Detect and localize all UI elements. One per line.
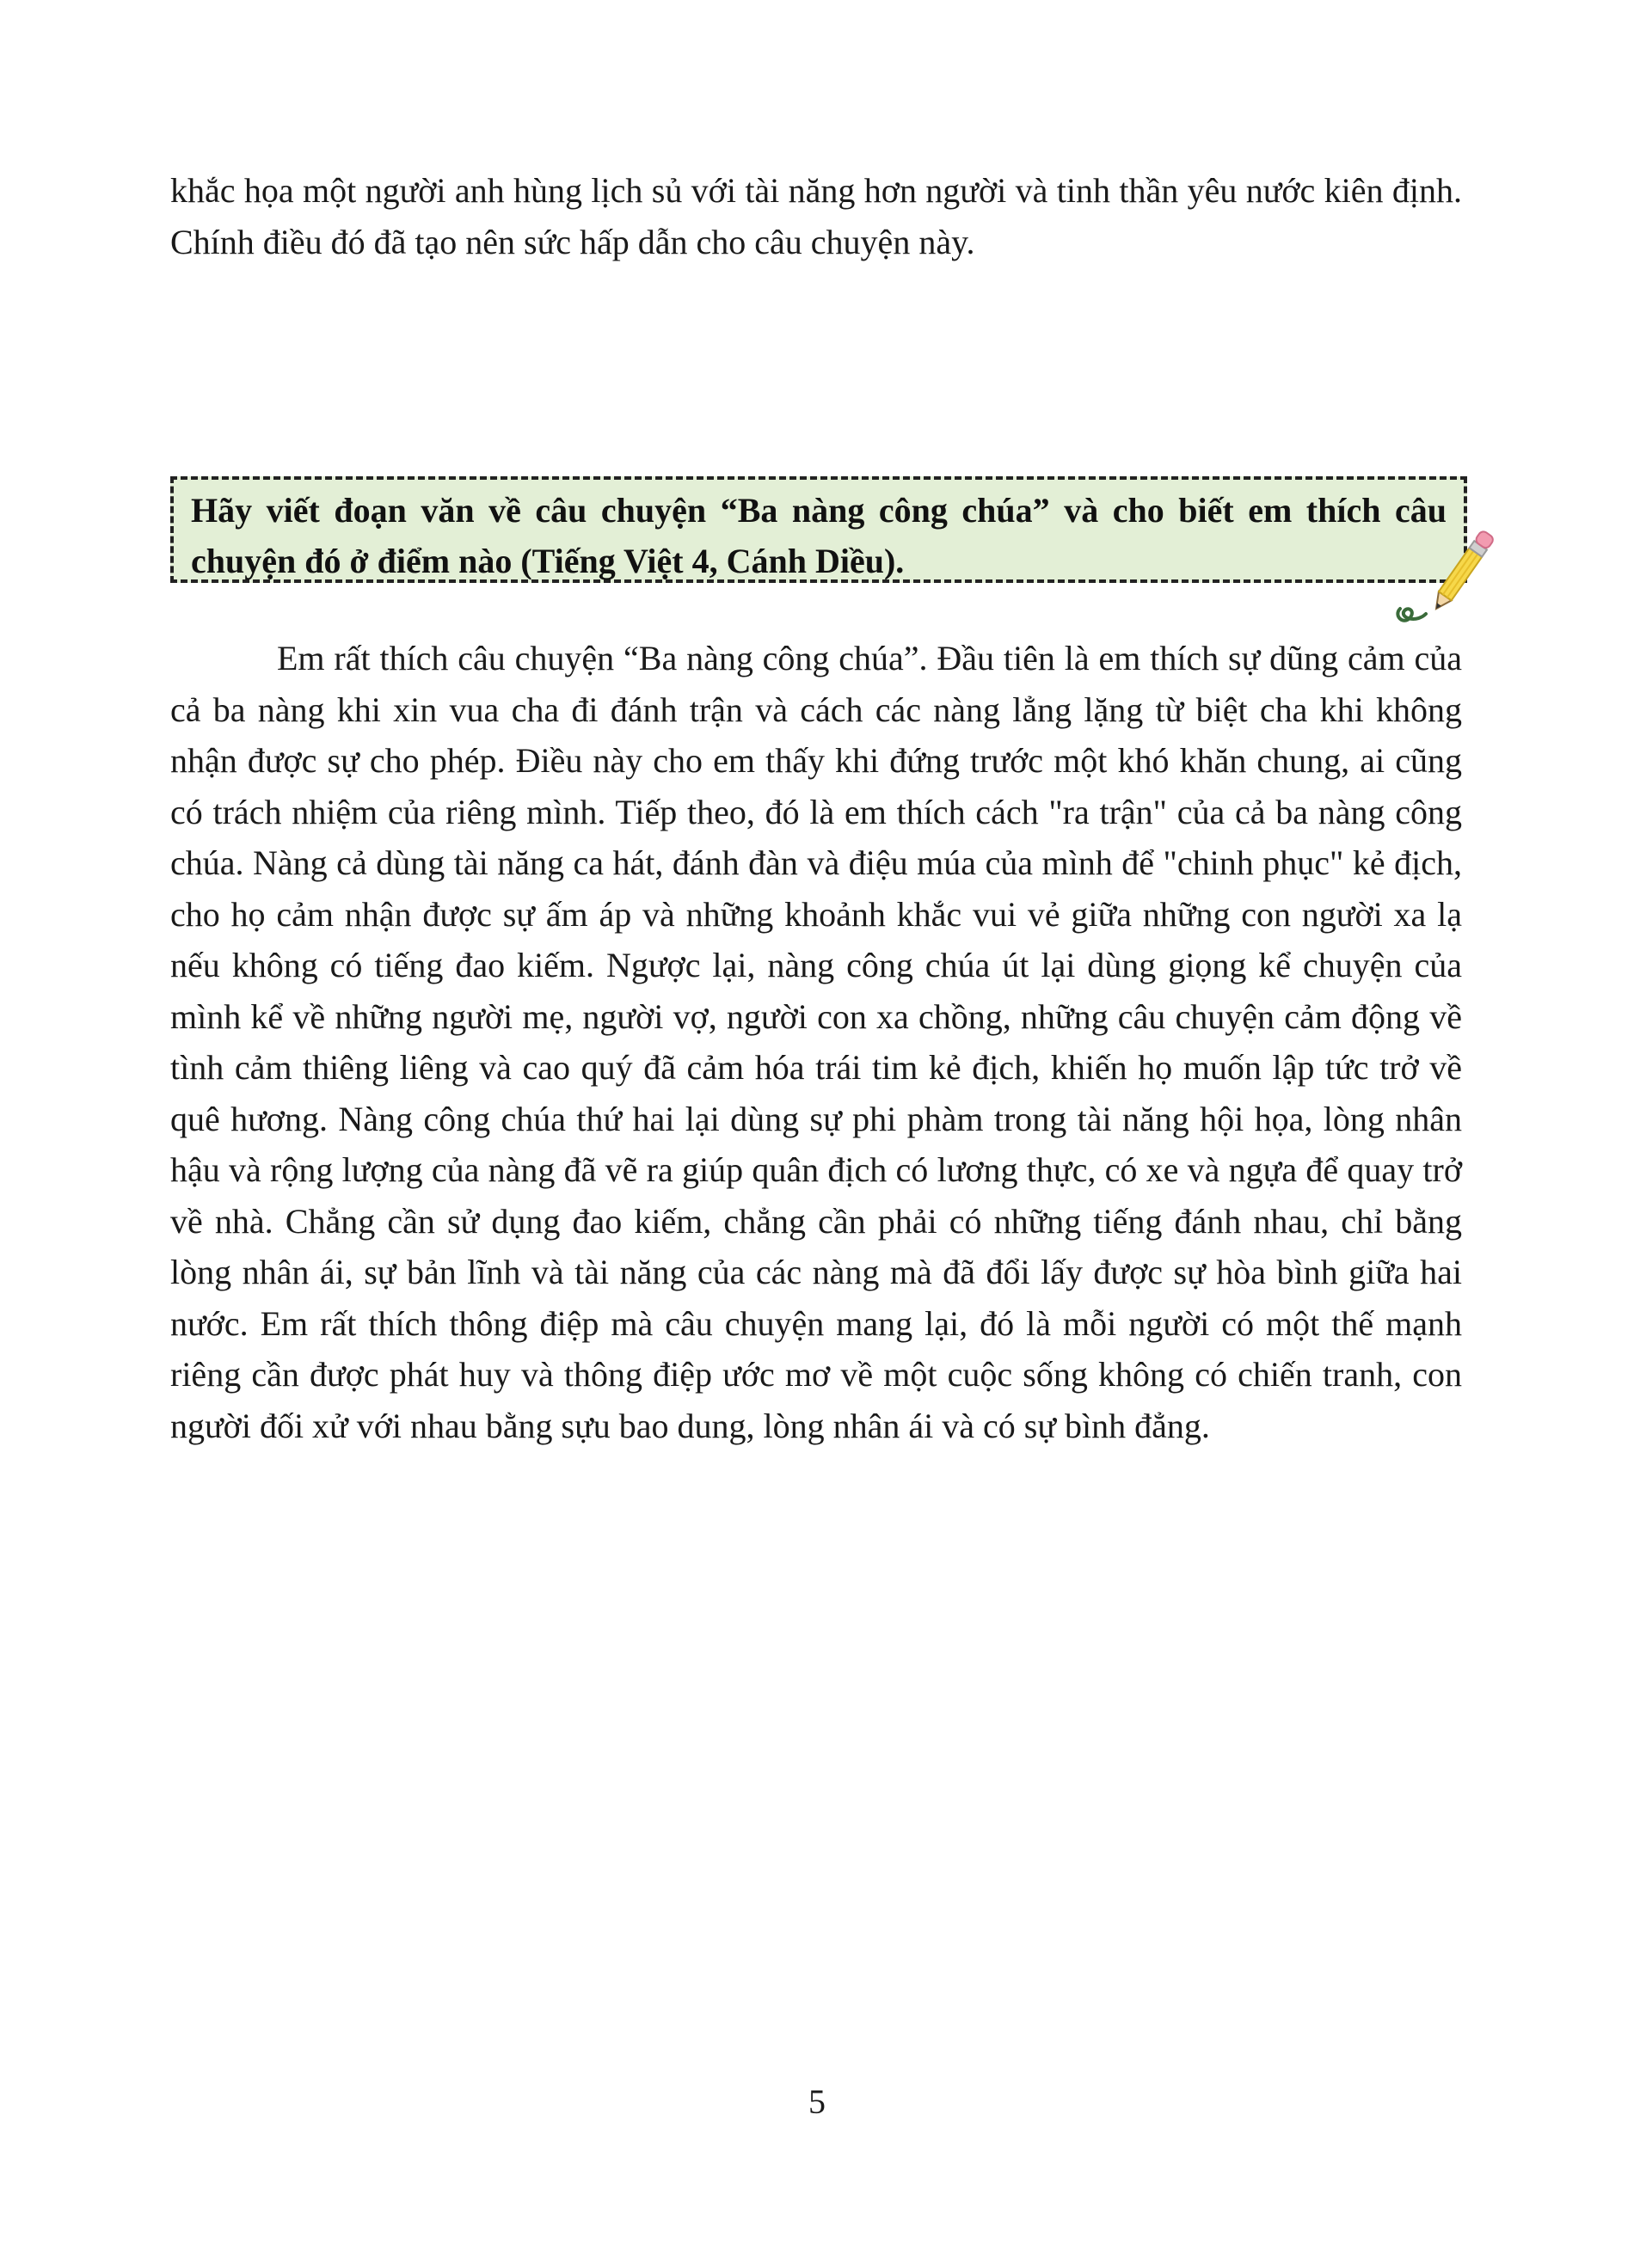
continued-paragraph: khắc họa một người anh hùng lịch sủ với tài năng hơn người và tinh thần yêu nước kiên định. Chính điều đó đã tạo nên sức hấp dẫn cho câu chuyện này. xyxy=(170,171,1462,261)
page-number: 5 xyxy=(808,2082,826,2121)
prompt-box xyxy=(170,476,1467,583)
prompt-text: Hãy viết đoạn văn về câu chuyện “Ba nàng công chúa” và cho biết em thích câu chuyện đó ở điểm nào (Tiếng Việt 4, Cánh Diều). xyxy=(191,491,1447,580)
answer-paragraph: Em rất thích câu chuyện “Ba nàng công chúa”. Đầu tiên là em thích sự dũng cảm của cả ba nàng khi xin vua cha đi đánh trận và cách các nàng lẳng lặng từ biệt cha khi không nhận được sự cho phép. Điều này cho em thấy khi đứng trước một khó khăn chung, ai cũng có trách nhiệm của riêng mình. Tiếp theo, đó là em thích cách "ra trận" của cả ba nàng công chúa. Nàng cả dùng tài năng ca hát, đánh đàn và điệu múa của mình để "chinh phục" kẻ địch, cho họ cảm nhận được sự ấm áp và những khoảnh khắc vui vẻ giữa những con người xa lạ nếu không có tiếng đao kiếm. Ngược lại, nàng công chúa út lại dùng giọng kể chuyện của mình kể về những người mẹ, người vợ, người con xa chồng, những câu chuyện cảm động về tình cảm thiêng liêng và cao quý đã cảm hóa trái tim kẻ địch, khiến họ muốn lập tức trở về quê hương. Nàng công chúa thứ hai lại dùng sự phi phàm trong tài năng hội họa, lòng nhân hậu và rộng lượng của nàng đã vẽ ra giúp quân địch có lương thực, có xe và ngựa để quay trở về nhà. Chẳng cần sử dụng đao kiếm, chẳng cần phải có những tiếng đánh nhau, chỉ bằng lòng nhân ái, sự bản lĩnh và tài năng của các nàng mà đã đổi lấy được sự hòa bình giữa hai nước. Em rất thích thông điệp mà câu chuyện mang lại, đó là mỗi người có một thế mạnh riêng cần được phát huy và thông điệp ước mơ về một cuộc sống không có chiến tranh, con người đối xử với nhau bằng sựu bao dung, lòng nhân ái và có sự bình đẳng. xyxy=(170,639,1462,1445)
pencil-icon xyxy=(1391,526,1503,629)
